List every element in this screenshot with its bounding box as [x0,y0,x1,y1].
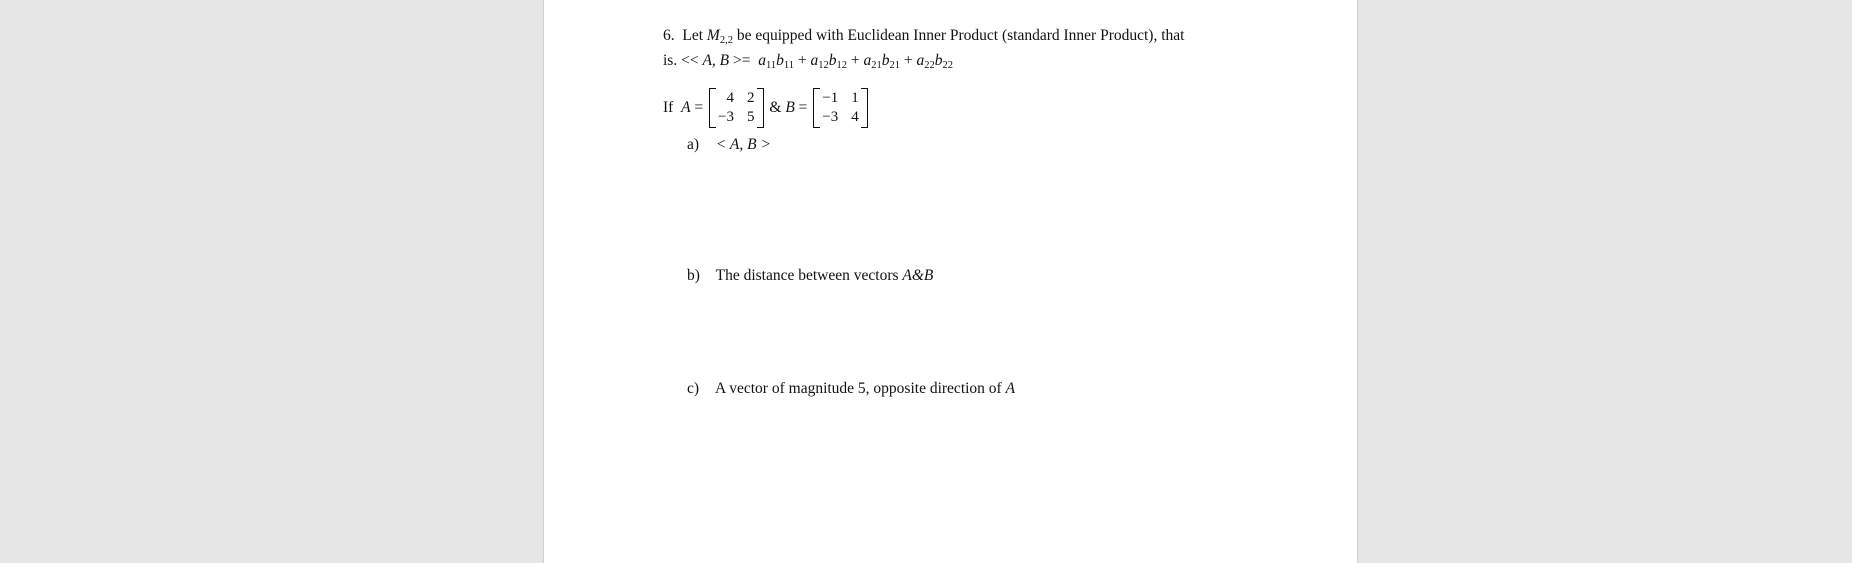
matrix-a-name: A [681,99,691,116]
matrix-a-cell: 4 [726,90,735,106]
equals-a: = [694,99,704,116]
inner-product-open: is. << [663,52,699,69]
question-line-1 [663,26,1283,51]
matrix-definition [663,85,870,131]
ampersand: & [769,99,782,116]
part-b-math: A&B [902,267,934,284]
part-a-text: < A, B > [715,136,771,153]
part-c [687,379,1015,399]
part-b [687,266,933,286]
matrix-a [709,88,763,128]
matrix-b [813,88,867,128]
question-line-2 [663,51,1283,76]
bracket-left [709,88,716,128]
bracket-left [813,88,820,128]
question-line-1-text: be equipped with Euclidean Inner Product (standard Inner Product), that [736,27,1185,44]
document-page [543,0,1358,563]
inner-product-args: A, B [702,52,730,69]
space-subscript: 2,2 [719,35,733,46]
bracket-right [861,88,868,128]
bracket-right [757,88,764,128]
term-3: $a_{21}b_{21}$ [863,52,900,71]
term-1: $a_{11}b_{11}$ [758,52,794,71]
matrix-a-cell: 2 [747,90,755,106]
question-number: 6. [663,27,675,44]
plus-2: + [850,52,860,69]
part-a [687,135,771,155]
matrix-a-cell: −3 [718,109,735,125]
inner-product-equals: >= [733,52,751,69]
matrix-b-cell: 4 [851,109,859,125]
matrix-b-cell: −3 [822,109,839,125]
equals-b: = [798,99,808,116]
part-b-label: b) [687,267,700,284]
plus-1: + [797,52,807,69]
space-symbol: M [706,27,720,44]
matrix-a-cell: 5 [747,109,755,125]
part-c-label: c) [687,380,700,397]
question-intro: Let [682,27,704,44]
matrix-b-name: B [785,99,795,116]
part-b-text: The distance between vectors [715,267,899,284]
matrix-b-cell: 1 [851,90,859,106]
matrix-b-cell: −1 [822,90,839,106]
part-c-text: A vector of magnitude 5, opposite direction of [715,380,1002,397]
plus-3: + [903,52,913,69]
part-a-label: a) [687,136,700,153]
term-4: $a_{22}b_{22}$ [916,52,953,71]
part-c-math: A [1005,380,1016,397]
question-content [663,26,1283,397]
if-label: If [663,99,674,116]
term-2: $a_{12}b_{12}$ [810,52,847,71]
